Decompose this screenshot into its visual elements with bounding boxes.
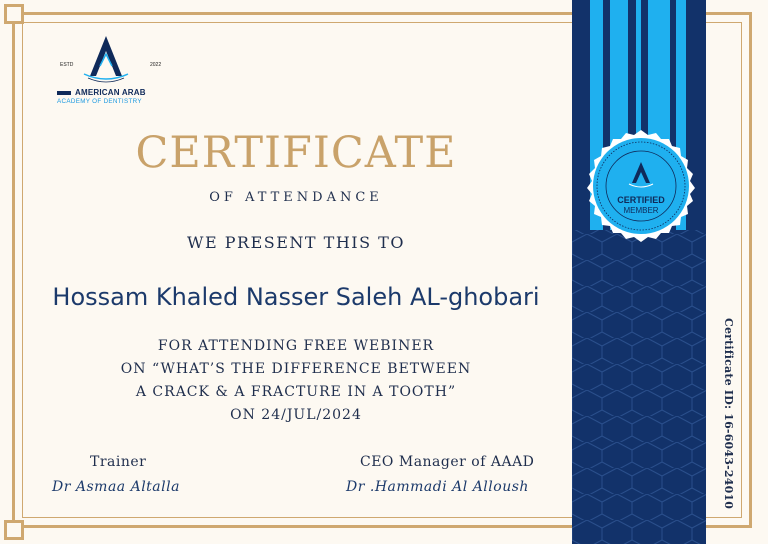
certificate-subtitle: OF ATTENDANCE: [209, 190, 383, 205]
certificate-id: Certificate ID: 16-6043-24010: [722, 318, 735, 510]
ribbon-band: [572, 0, 706, 544]
trainer-role: Trainer: [90, 454, 147, 470]
logo-bar: [57, 91, 71, 95]
description-line-1: FOR ATTENDING FREE WEBINER: [157, 338, 435, 354]
trainer-signature: Dr Asmaa Altalla: [52, 479, 180, 495]
seal-text-member: MEMBER: [623, 206, 659, 215]
logo-name: [57, 88, 167, 97]
recipient-name: Hossam Khaled Nasser Saleh AL-ghobari: [52, 283, 540, 311]
ceo-role: CEO Manager of AAAD: [360, 454, 535, 470]
ceo-signature: Dr .Hammadi Al Alloush: [346, 479, 529, 495]
webinar-date: ON 24/JUL/2024: [230, 407, 362, 423]
ribbon-pattern: [572, 0, 706, 544]
logo-name-text: AMERICAN ARAB: [75, 88, 146, 97]
corner-ornament: [4, 4, 24, 24]
seal-text-certified: CERTIFIED: [617, 195, 665, 205]
logo-year: 2022: [150, 62, 162, 68]
description-line-3: A CRACK & A FRACTURE IN A TOOTH”: [135, 384, 457, 400]
certified-seal-icon: [583, 128, 699, 244]
logo-subname: ACADEMY OF DENTISTRY: [57, 98, 142, 105]
logo-estd: ESTD: [60, 62, 74, 68]
certificate-title: CERTIFICATE: [135, 128, 457, 178]
description-line-2: ON “WHAT’S THE DIFFERENCE BETWEEN: [120, 361, 472, 377]
corner-ornament: [4, 520, 24, 540]
present-line: WE PRESENT THIS TO: [187, 233, 405, 252]
